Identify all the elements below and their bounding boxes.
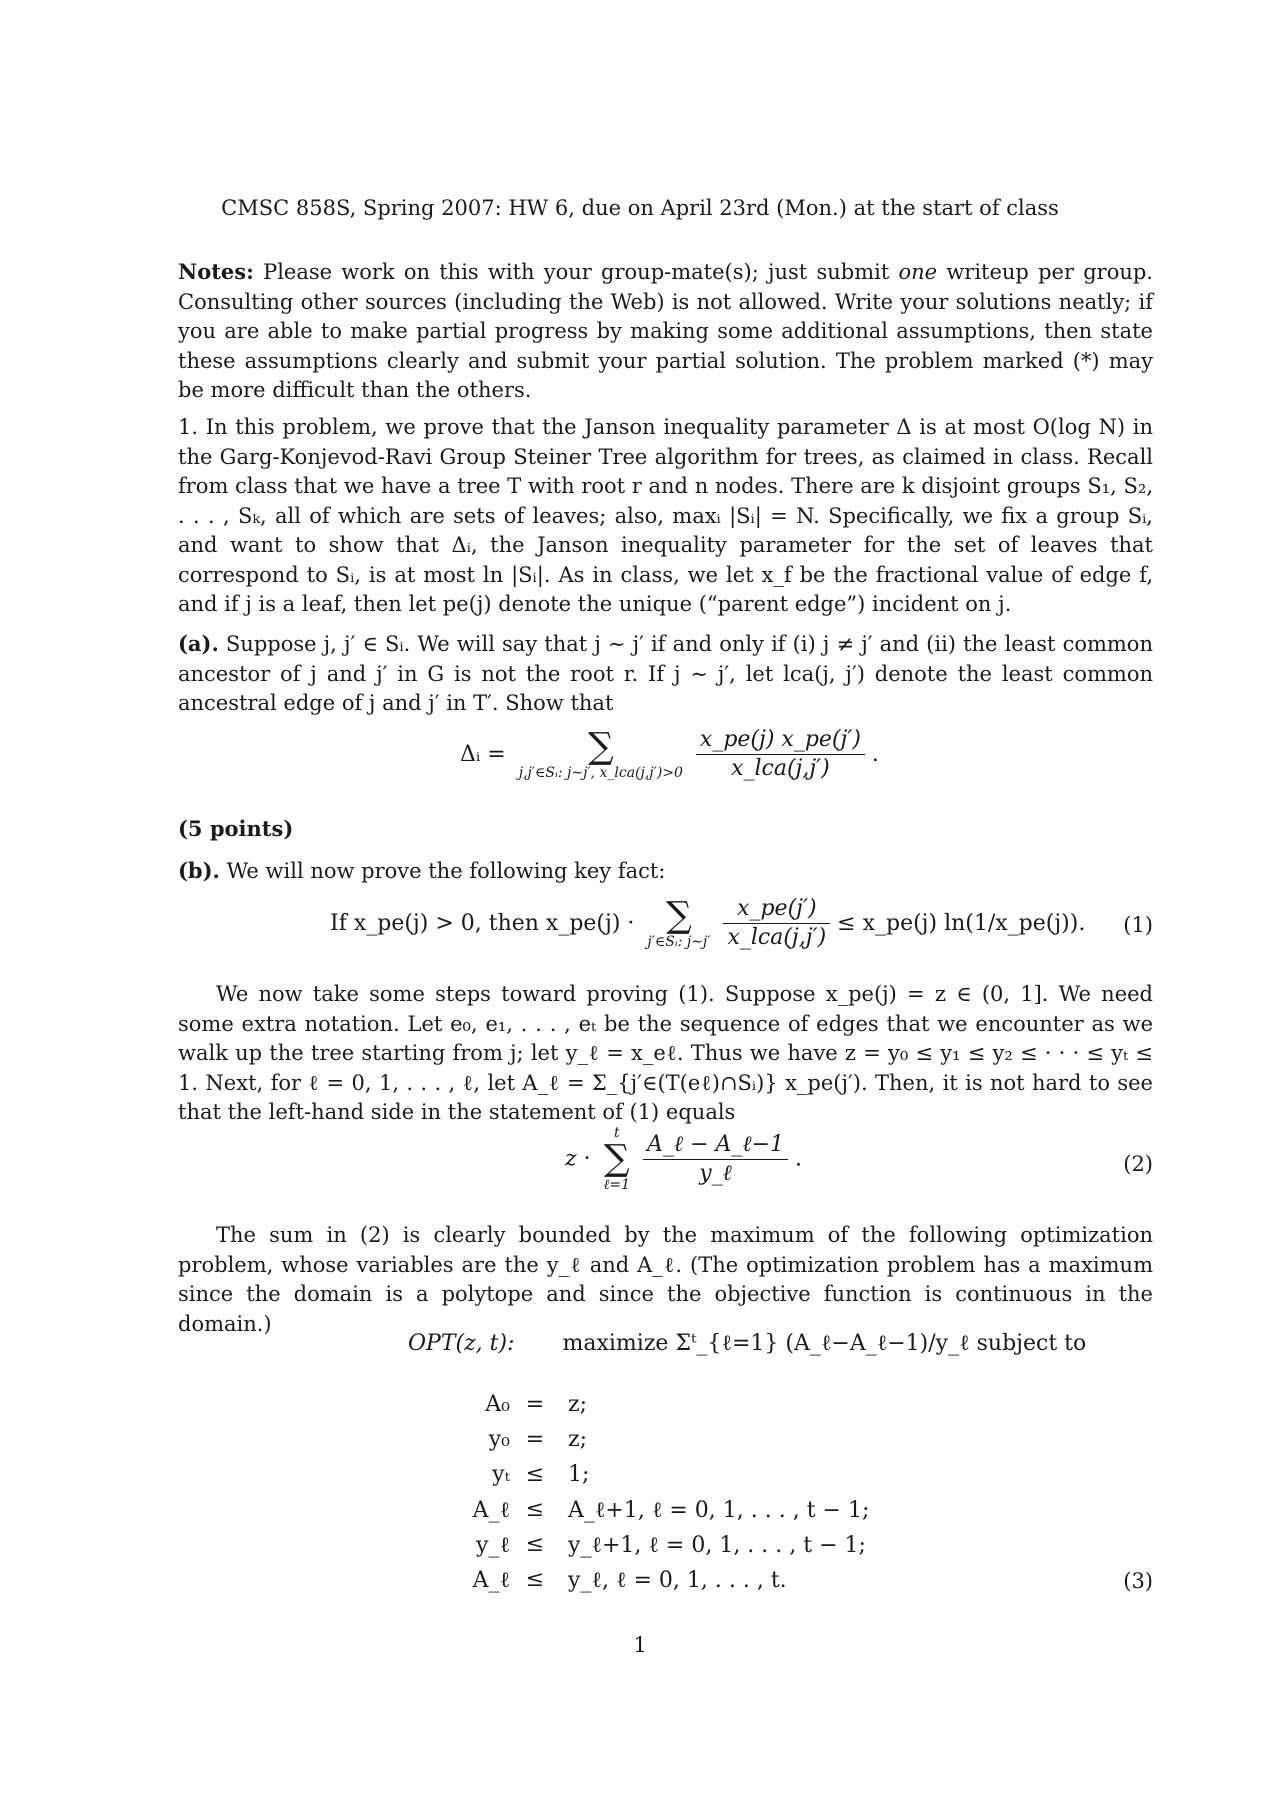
equation-1 [330, 895, 1085, 952]
equation-3-tag: (3) [1123, 1569, 1153, 1593]
part-b [178, 856, 1153, 887]
eq1-denominator: x_lca(j,j′) [727, 925, 827, 950]
part-b-paragraph-2 [178, 980, 1153, 1128]
eq2-lhs: z · [565, 1146, 591, 1172]
constraint-operator: ≤ [525, 1532, 545, 1557]
part-b-para3-text: The sum in (2) is clearly bounded by the maximum of the following optimization problem, whose variables are the y_ℓ and A_ℓ. (The optimization problem has a maximum since the domain is a polytope and since the objective function is continuous in the domain.) [178, 1223, 1153, 1336]
part-a-text: Suppose j, j′ ∈ Sᵢ. We will say that j ∼ j′ if and only if (i) j ≠ j′ and (ii) the least common ancestor of j and j′ in G is not the root r. If j ∼ j′, let lca(j, j′) denote the least common ancestral edge of j and j′ in T′. Show that [178, 632, 1153, 715]
constraint-rhs: A_ℓ+1, ℓ = 0, 1, . . . , t − 1; [568, 1498, 870, 1523]
eq1-numerator: x_pe(j′) [723, 895, 830, 924]
eq1-summation: ∑ j′∈Sᵢ: j∼j′ [647, 894, 711, 950]
equation-1-tag: (1) [1123, 913, 1153, 937]
constraint-lhs: y_ℓ [476, 1533, 510, 1558]
part-a-label: (a). [178, 631, 219, 656]
part-b-text: We will now prove the following key fact: [226, 859, 666, 883]
eq1-sum-limits: j′∈Sᵢ: j∼j′ [647, 933, 711, 950]
opt-name: OPT(z, t): [408, 1331, 515, 1356]
equation-2: z · t ∑ ℓ=1 $\frac{\text{A\_ℓ − A\_ℓ−1}}{\text{y\_ℓ}}$ . [565, 1125, 802, 1193]
eq2-numerator: A_ℓ − A_ℓ−1 [643, 1131, 788, 1160]
eq1-lhs: If x_pe(j) > 0, then x_pe(j) · [330, 911, 635, 936]
part-b-para2-text: We now take some steps toward proving (1). Suppose x_pe(j) = z ∈ (0, 1]. We need some extra notation. Let e₀, e₁, . . . , eₜ be the sequence of edges that we encounter as we walk up the tree starting from j; let y_ℓ = x_eℓ. Thus we have z = y₀ ≤ y₁ ≤ y₂ ≤ · · · ≤ yₜ ≤ 1. Next, for ℓ = 0, 1, . . . , ℓ, let A_ℓ = Σ_{j′∈(T(eℓ)∩Sᵢ)} x_pe(j′). Then, it is not hard to see that the left-hand side in the statement of (1) equals [178, 982, 1153, 1124]
part-a-points: (5 points) [178, 816, 294, 841]
equation-delta: Δᵢ = ∑ j,j′∈Sᵢ: j∼j′, x_lca(j,j′)>0 $\frac{x\_pe(j) x\_pe(j')}{\text{x\_lca(j,j′)}}$ . [460, 725, 879, 781]
delta-summation: ∑ j,j′∈Sᵢ: j∼j′, x_lca(j,j′)>0 [518, 725, 683, 781]
constraint-lhs: yₜ [492, 1462, 510, 1487]
notes-text-a: Please work on this with your group-mate(s); just submit [263, 260, 890, 284]
delta-lhs: Δᵢ = [460, 742, 506, 767]
page-number: 1 [633, 1633, 647, 1657]
constraint-lhs: A₀ [485, 1392, 510, 1417]
delta-denominator: x_lca(j,j′) [731, 756, 830, 781]
eq2-sum-top: t [613, 1125, 620, 1141]
constraint-operator: ≤ [525, 1497, 545, 1522]
eq1-rhs: ≤ x_pe(j) ln(1/x_pe(j)). [837, 911, 1086, 936]
eq2-sum-bottom: ℓ=1 [603, 1177, 631, 1193]
constraint-operator: ≤ [525, 1462, 545, 1487]
constraint-rhs: z; [568, 1427, 588, 1452]
constraint-lhs: A_ℓ [472, 1568, 510, 1593]
part-b-paragraph-3 [178, 1221, 1153, 1339]
constraint-rhs: 1; [568, 1462, 590, 1487]
notes-emphasis: one [898, 260, 938, 284]
optimization-header [408, 1330, 1086, 1356]
notes-label: Notes: [178, 259, 254, 284]
problem-1-intro [178, 413, 1153, 620]
equation-2-tag: (2) [1123, 1152, 1153, 1176]
page-title: CMSC 858S, Spring 2007: HW 6, due on April 23rd (Mon.) at the start of class [221, 196, 1059, 220]
notes-text-b: writeup per group. Consulting other sources (including the Web) is not allowed. Write your solutions neatly; if you are able to make partial progress by making some additional assumptions, then state these assumptions clearly and submit your partial solution. The problem marked (*) may be more difficult than the others. [178, 260, 1153, 402]
eq1-fraction [723, 895, 830, 952]
part-a [178, 629, 1153, 719]
constraint-rhs: z; [568, 1392, 588, 1417]
constraint-lhs: y₀ [488, 1427, 510, 1452]
constraint-operator: = [525, 1427, 545, 1452]
eq2-summation: t ∑ ℓ=1 [603, 1125, 631, 1193]
delta-numerator: x_pe(j) x_pe(j′) [696, 726, 865, 755]
points-line [178, 814, 1153, 845]
part-b-label: (b). [178, 858, 220, 883]
eq2-fraction [643, 1131, 788, 1188]
constraint-rhs: y_ℓ, ℓ = 0, 1, . . . , t. [568, 1568, 787, 1593]
delta-fraction [696, 726, 865, 783]
problem-1-text: 1. In this problem, we prove that the Janson inequality parameter Δ is at most O(log N) in the Garg-Konjevod-Ravi Group Steiner Tree algorithm for trees, as claimed in class. Recall from class that we have a tree T with root r and n nodes. There are k disjoint groups S₁, S₂, . . . , Sₖ, all of which are sets of leaves; also, maxᵢ |Sᵢ| = N. Specifically, we fix a group Sᵢ, and want to show that Δᵢ, the Janson inequality parameter for the set of leaves that correspond to Sᵢ, is at most ln |Sᵢ|. As in class, we let x_f be the fractional value of edge f, and if j is a leaf, then let pe(j) denote the unique (“parent edge”) incident on j. [178, 415, 1153, 616]
constraint-operator: ≤ [525, 1567, 545, 1592]
opt-objective: maximize Σᵗ_{ℓ=1} (A_ℓ−A_ℓ−1)/y_ℓ subject to [562, 1331, 1087, 1356]
notes-paragraph [178, 257, 1153, 406]
constraint-rhs: y_ℓ+1, ℓ = 0, 1, . . . , t − 1; [568, 1533, 866, 1558]
constraint-lhs: A_ℓ [472, 1498, 510, 1523]
eq2-denominator: y_ℓ [699, 1160, 732, 1186]
constraint-operator: = [525, 1392, 545, 1417]
delta-sum-limits: j,j′∈Sᵢ: j∼j′, x_lca(j,j′)>0 [518, 764, 683, 781]
